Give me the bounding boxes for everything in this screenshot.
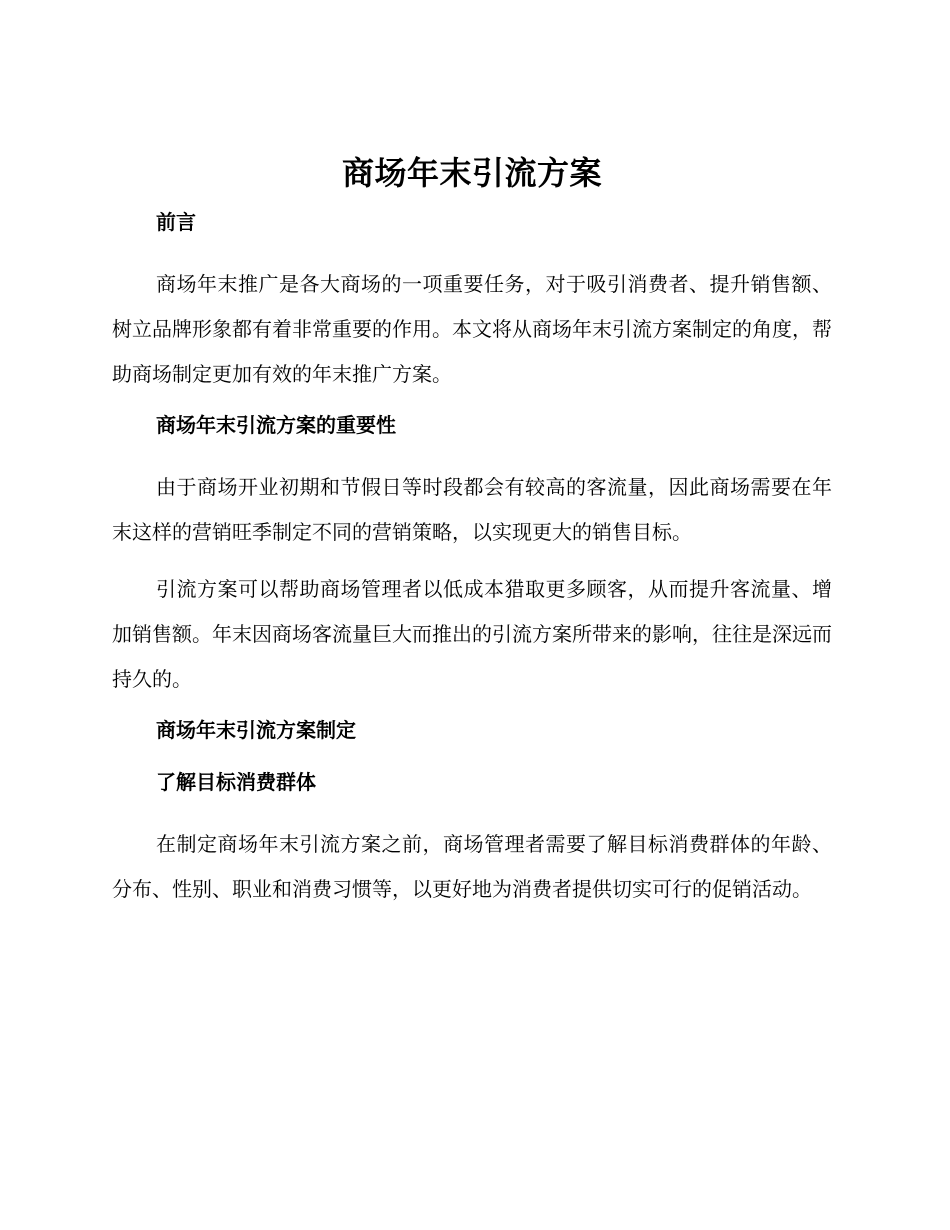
document-title: 商场年末引流方案 — [341, 154, 602, 192]
section-heading-plan: 商场年末引流方案制定 — [156, 718, 356, 742]
section-heading-importance: 商场年末引流方案的重要性 — [156, 413, 396, 437]
document-page — [112, 150, 832, 924]
section-heading-intro: 前言 — [156, 210, 196, 234]
paragraph-importance-1: 由于商场开业初期和节假日等时段都会有较高的客流量，因此商场需要在年末这样的营销旺季制定不同的营销策略，以实现更大的销售目标。 — [112, 475, 832, 544]
paragraph-target: 在制定商场年末引流方案之前，商场管理者需要了解目标消费群体的年龄、分布、性别、职业和消费习惯等，以更好地为消费者提供切实可行的促销活动。 — [112, 832, 832, 901]
paragraph-intro: 商场年末推广是各大商场的一项重要任务，对于吸引消费者、提升销售额、树立品牌形象都有着非常重要的作用。本文将从商场年末引流方案制定的角度，帮助商场制定更加有效的年末推广方案。 — [112, 272, 832, 386]
paragraph-importance-2: 引流方案可以帮助商场管理者以低成本猎取更多顾客，从而提升客流量、增加销售额。年末因商场客流量巨大而推出的引流方案所带来的影响，往往是深远而持久的。 — [112, 577, 832, 691]
subsection-heading-target: 了解目标消费群体 — [156, 770, 316, 794]
